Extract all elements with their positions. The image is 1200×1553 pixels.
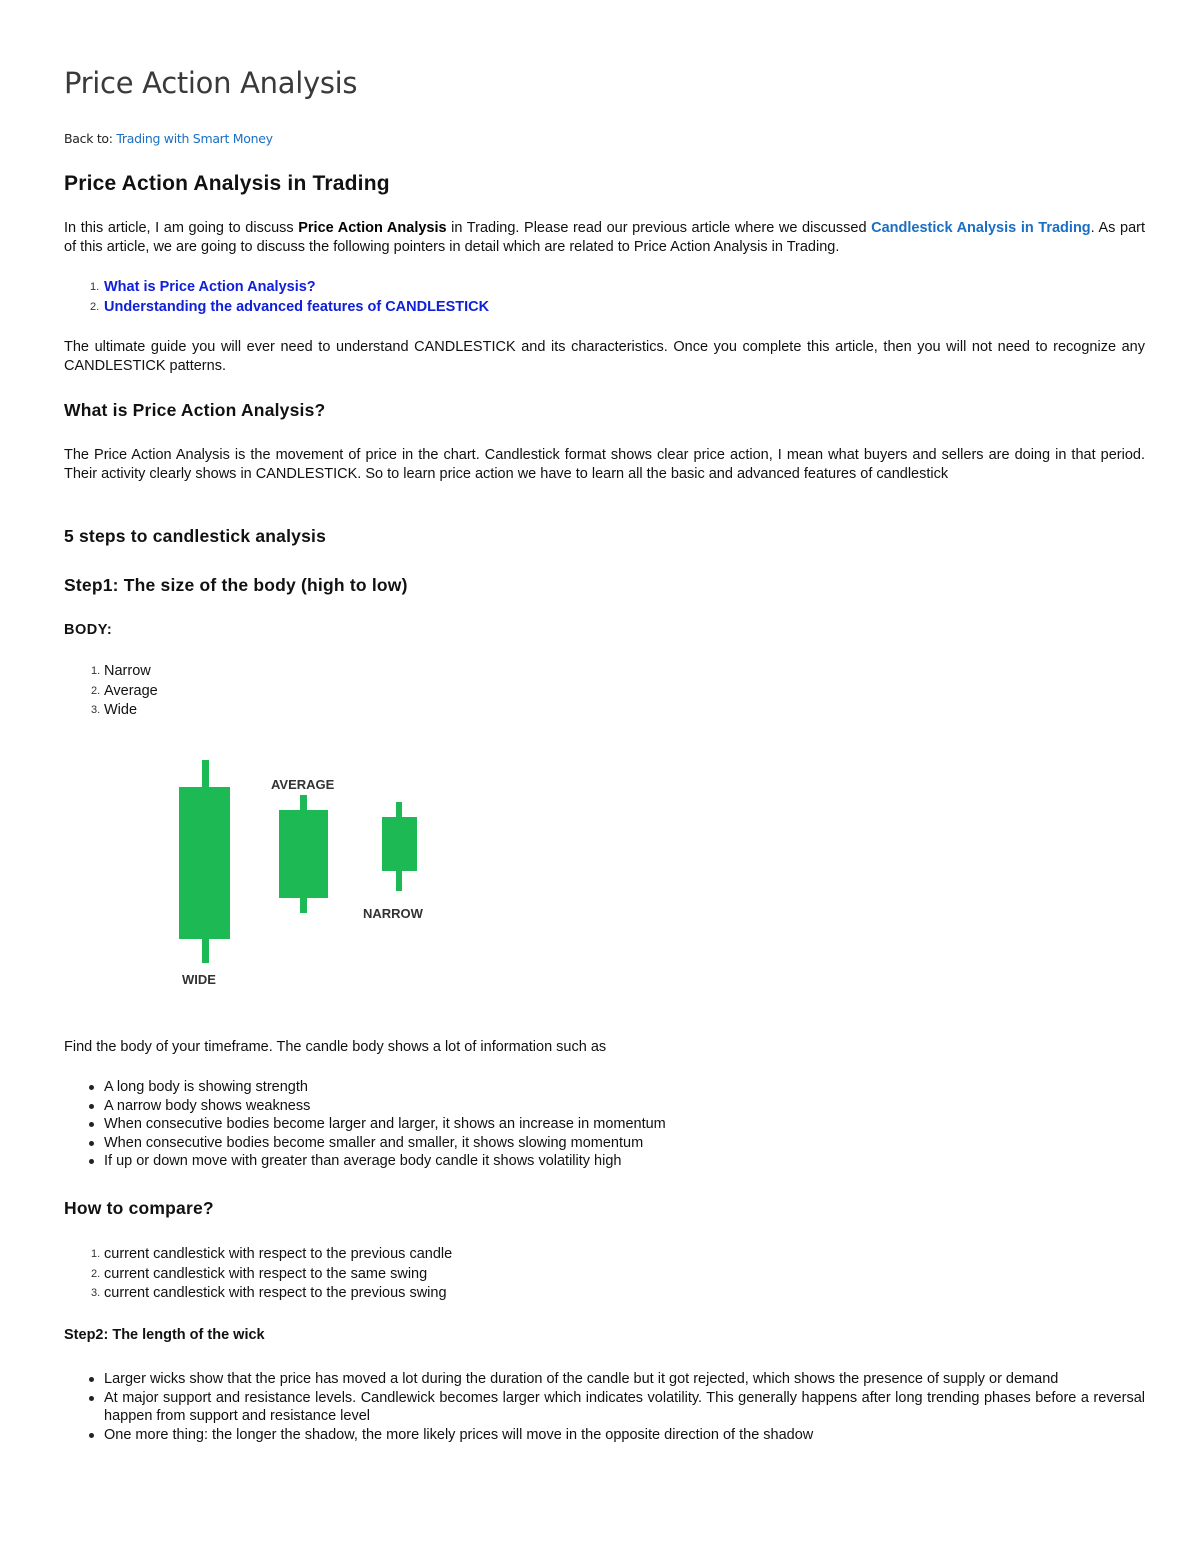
candlestick-analysis-link[interactable]: Candlestick Analysis in Trading bbox=[871, 220, 1091, 236]
narrow-label: NARROW bbox=[363, 906, 423, 921]
toc-link-advanced-features[interactable]: Understanding the advanced features of CANDLESTICK bbox=[104, 298, 490, 315]
list-item: 3. current candlestick with respect to the previous swing bbox=[91, 1285, 447, 1301]
average-label: AVERAGE bbox=[271, 777, 335, 792]
bullet-icon bbox=[89, 1377, 94, 1382]
intro-paragraph bbox=[64, 219, 1145, 256]
breadcrumb bbox=[64, 131, 273, 146]
main-heading: Price Action Analysis in Trading bbox=[64, 172, 390, 195]
bullet-icon bbox=[89, 1141, 94, 1146]
list-item: 3. Wide bbox=[91, 702, 138, 718]
average-candle bbox=[279, 795, 328, 913]
body-size-list bbox=[64, 662, 158, 721]
toc-item: 2. Understanding the advanced features of CANDLESTICK bbox=[90, 298, 490, 315]
what-is-paragraph: The Price Action Analysis is the movement of price in the chart. Candlestick format shows clear price action, I mean what buyers and sellers are doing in that period. Their activity clearly shows in CANDLESTICK. So to learn price action we have to learn all the basic and advanced features of candlestick bbox=[64, 447, 1145, 482]
body-info-intro: Find the body of your timeframe. The candle body shows a lot of information such as bbox=[64, 1039, 607, 1055]
list-item: A long body is showing strength bbox=[64, 1078, 1145, 1097]
bullet-icon bbox=[89, 1122, 94, 1127]
table-of-contents bbox=[64, 278, 489, 317]
wide-label: WIDE bbox=[182, 972, 216, 987]
list-item: 2. current candlestick with respect to the same swing bbox=[91, 1265, 428, 1282]
list-item: At major support and resistance levels. Candlewick becomes larger which indicates volatility. This generally happens after long trending phases before a reversal happen from support and resistance level bbox=[64, 1389, 1145, 1426]
what-is-heading: What is Price Action Analysis? bbox=[64, 400, 326, 420]
toc-link-what-is[interactable]: What is Price Action Analysis? bbox=[104, 279, 316, 295]
list-item: One more thing: the longer the shadow, the more likely prices will move in the opposite direction of the shadow bbox=[64, 1426, 1145, 1445]
list-item: When consecutive bodies become larger and larger, it shows an increase in momentum bbox=[64, 1115, 1145, 1134]
intro-text-3: . As part of this article, we are going to discuss the following pointers in detail which are related to Price Action Analysis in Trading. bbox=[64, 220, 1145, 255]
intro-text-1: In this article, I am going to discuss bbox=[64, 220, 299, 236]
back-to-label: Back to: bbox=[64, 131, 113, 146]
bullet-icon bbox=[89, 1433, 94, 1438]
narrow-candle bbox=[382, 802, 417, 891]
candle-body-size-figure bbox=[64, 755, 484, 995]
list-item: 2. Average bbox=[91, 682, 158, 699]
toc-item: 1. What is Price Action Analysis? bbox=[90, 279, 316, 295]
guide-paragraph: The ultimate guide you will ever need to understand CANDLESTICK and its characteristics. Once you complete this article, then you will not need to recognize any CANDLESTICK patterns. bbox=[64, 339, 1145, 374]
body-label: BODY: bbox=[64, 622, 113, 638]
list-item: 1. Narrow bbox=[91, 663, 151, 679]
step2-list bbox=[64, 1370, 1145, 1444]
bullet-icon bbox=[89, 1159, 94, 1164]
step2-heading: Step2: The length of the wick bbox=[64, 1327, 265, 1343]
how-to-compare-heading: How to compare? bbox=[64, 1198, 214, 1218]
list-item: A narrow body shows weakness bbox=[64, 1097, 1145, 1116]
page-title: Price Action Analysis bbox=[64, 66, 358, 100]
bullet-icon bbox=[89, 1396, 94, 1401]
back-to-link[interactable]: Trading with Smart Money bbox=[116, 131, 273, 146]
compare-list bbox=[64, 1245, 452, 1304]
step1-heading: Step1: The size of the body (high to low) bbox=[64, 575, 408, 595]
five-steps-heading: 5 steps to candlestick analysis bbox=[64, 526, 327, 546]
body-info-list bbox=[64, 1078, 1145, 1171]
list-item: If up or down move with greater than average body candle it shows volatility high bbox=[64, 1152, 1145, 1171]
bullet-icon bbox=[89, 1085, 94, 1090]
intro-bold-term: Price Action Analysis bbox=[298, 220, 447, 236]
list-item: 1. current candlestick with respect to the previous candle bbox=[91, 1246, 453, 1262]
wide-candle bbox=[179, 760, 230, 963]
list-item: Larger wicks show that the price has moved a lot during the duration of the candle but it got rejected, which shows the presence of supply or demand bbox=[64, 1370, 1145, 1389]
bullet-icon bbox=[89, 1104, 94, 1109]
list-item: When consecutive bodies become smaller and smaller, it shows slowing momentum bbox=[64, 1134, 1145, 1153]
intro-text-2: in Trading. Please read our previous article where we discussed bbox=[446, 220, 872, 236]
